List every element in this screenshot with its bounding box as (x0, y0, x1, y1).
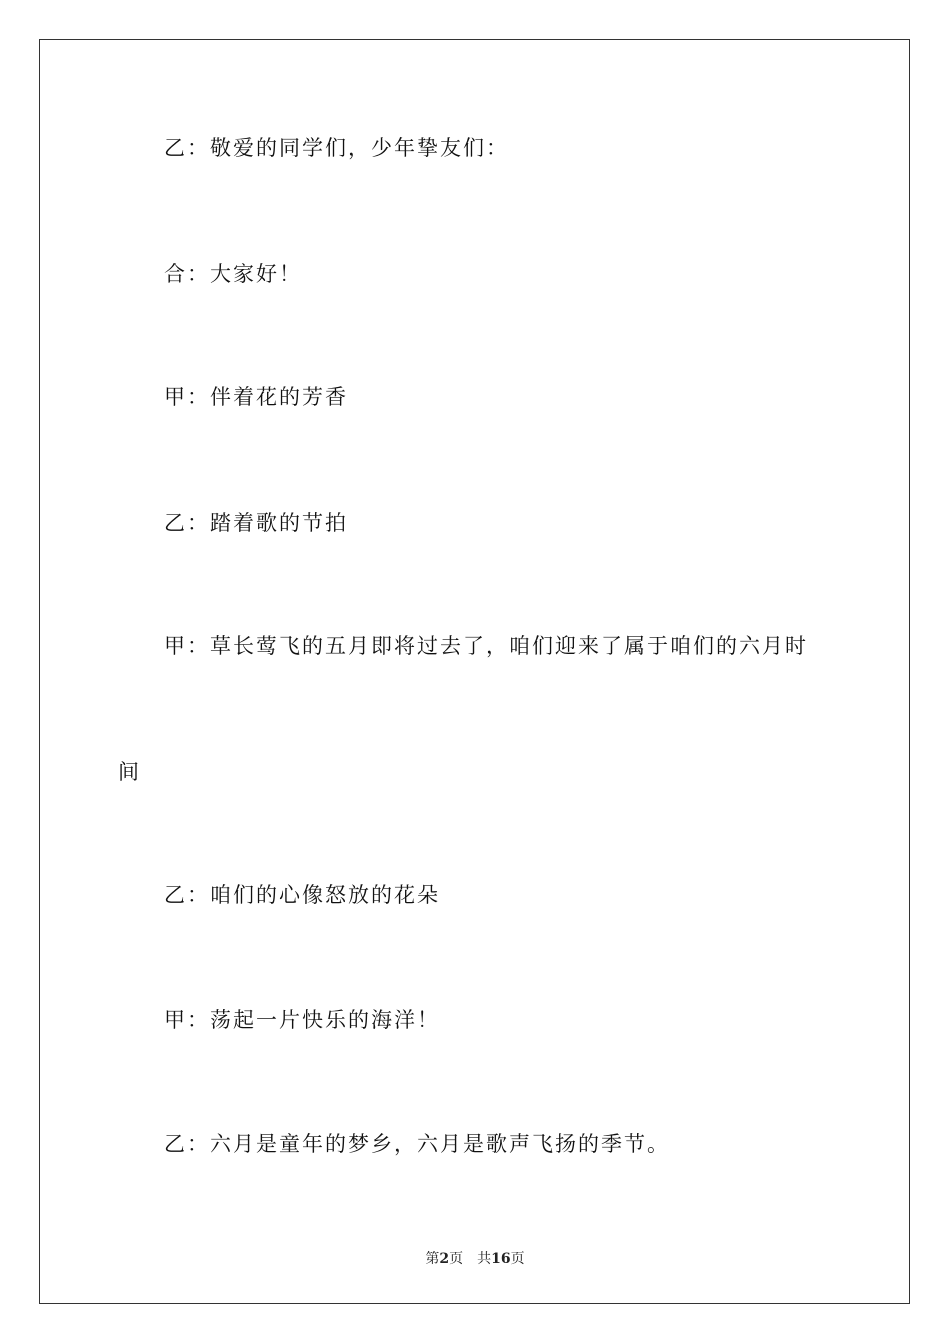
dialogue-line-7: 甲：荡起一片快乐的海洋！ (164, 1008, 440, 1032)
dialogue-line-5: 甲：草长莺飞的五月即将过去了，咱们迎来了属于咱们的六月时 (164, 634, 808, 658)
page-number: 2 (439, 1251, 450, 1267)
dialogue-line-2: 合：大家好！ (164, 262, 302, 286)
page-label-suffix: 页 (449, 1251, 464, 1267)
total-label-suffix: 页 (510, 1251, 525, 1267)
page-footer (0, 1248, 950, 1268)
dialogue-line-6: 乙：咱们的心像怒放的花朵 (164, 883, 440, 907)
total-pages: 16 (491, 1251, 511, 1267)
dialogue-line-8: 乙：六月是童年的梦乡，六月是歌声飞扬的季节。 (164, 1132, 670, 1156)
total-label-prefix: 共 (477, 1251, 492, 1267)
page-label-prefix: 第 (425, 1251, 440, 1267)
dialogue-line-5-continued: 间 (118, 760, 141, 784)
dialogue-line-4: 乙：踏着歌的节拍 (164, 511, 348, 535)
dialogue-line-1: 乙：敬爱的同学们，少年挚友们： (164, 136, 509, 160)
page-border (39, 39, 910, 1304)
dialogue-line-3: 甲：伴着花的芳香 (164, 385, 348, 409)
